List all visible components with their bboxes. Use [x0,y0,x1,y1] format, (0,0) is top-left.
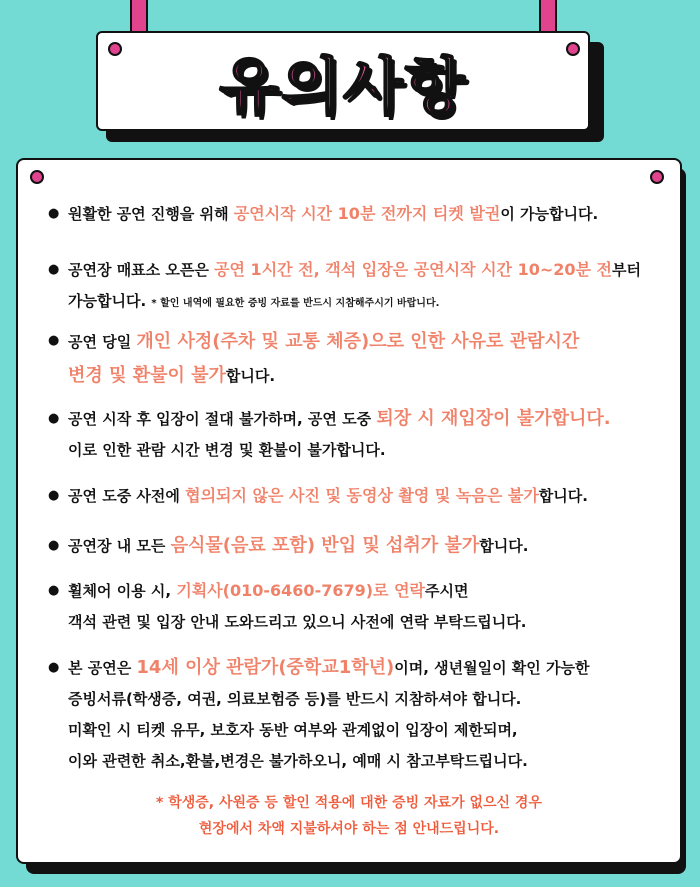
notice-item-personal-reason: ● 공연 당일 개인 사정(주차 및 교통 체증)으로 인한 사유로 관람시간 변경 및 환불이 불가합니다. [48,325,664,393]
pin-dot-title-right [566,42,580,56]
notice-item-recording: ● 공연 도중 사전에 협의되지 않은 사진 및 동영상 촬영 및 녹음은 불가합니다. [48,480,664,512]
bullet-icon: ● [48,538,60,553]
bullet-icon: ● [48,583,60,598]
discount-proof-note: * 학생증, 사원증 등 할인 적용에 대한 증빙 자료가 없으신 경우 현장에서 차액 지불하셔야 하는 점 안내드립니다. [156,795,542,837]
bullet-icon: ● [48,488,60,503]
notice-item-wheelchair: ● 휠체어 이용 시, 기획사(010-6460-7679)로 연락주시면 객석 관련 및 입장 안내 도와드리고 있으니 사전에 연락 부탁드립니다. [48,575,664,638]
notice-item-reentry: ● 공연 시작 후 입장이 절대 불가하며, 공연 도중 퇴장 시 재입장이 불가합니다. 이로 인한 관람 시간 변경 및 환불이 불가합니다. [48,403,664,466]
notice-panel [16,158,682,864]
notice-item-age-limit: ● 본 공연은 14세 이상 관람가(중학교1학년)이며, 생년월일이 확인 가능한 증빙서류(학생증, 여권, 의료보험증 등)를 반드시 지참하셔야 합니다. 미확인 시 티켓 유무, 보호자 동반 여부와 관계없이 입장이 제한되며, 이와 관련한 취소,환불,변경은 불가하오니, 예매 시 참고부탁드립니다. [48,652,664,777]
pin-dot-panel-left [30,170,44,184]
bullet-icon: ● [48,333,60,348]
notice-item-food: ● 공연장 내 모든 음식물(음료 포함) 반입 및 섭취가 불가합니다. [48,530,664,562]
bullet-icon: ● [48,660,60,675]
bullet-icon: ● [48,262,60,277]
bullet-icon: ● [48,411,60,426]
notice-item-box-office: ● 공연장 매표소 오픈은 공연 1시간 전, 객석 입장은 공연시작 시간 10~20분 전부터 가능합니다. * 할인 내역에 필요한 증빙 자료를 반드시 지참해주시기 바랍니다. [48,254,664,319]
page-title: 유의사항 [219,49,467,123]
title-board [96,31,590,131]
pin-dot-panel-right [650,170,664,184]
notice-item-ticket-issue: ● 원활한 공연 진행을 위해 공연시작 시간 10분 전까지 티켓 발권이 가능합니다. [48,198,664,230]
pin-dot-title-left [108,42,122,56]
bullet-icon: ● [48,206,60,221]
